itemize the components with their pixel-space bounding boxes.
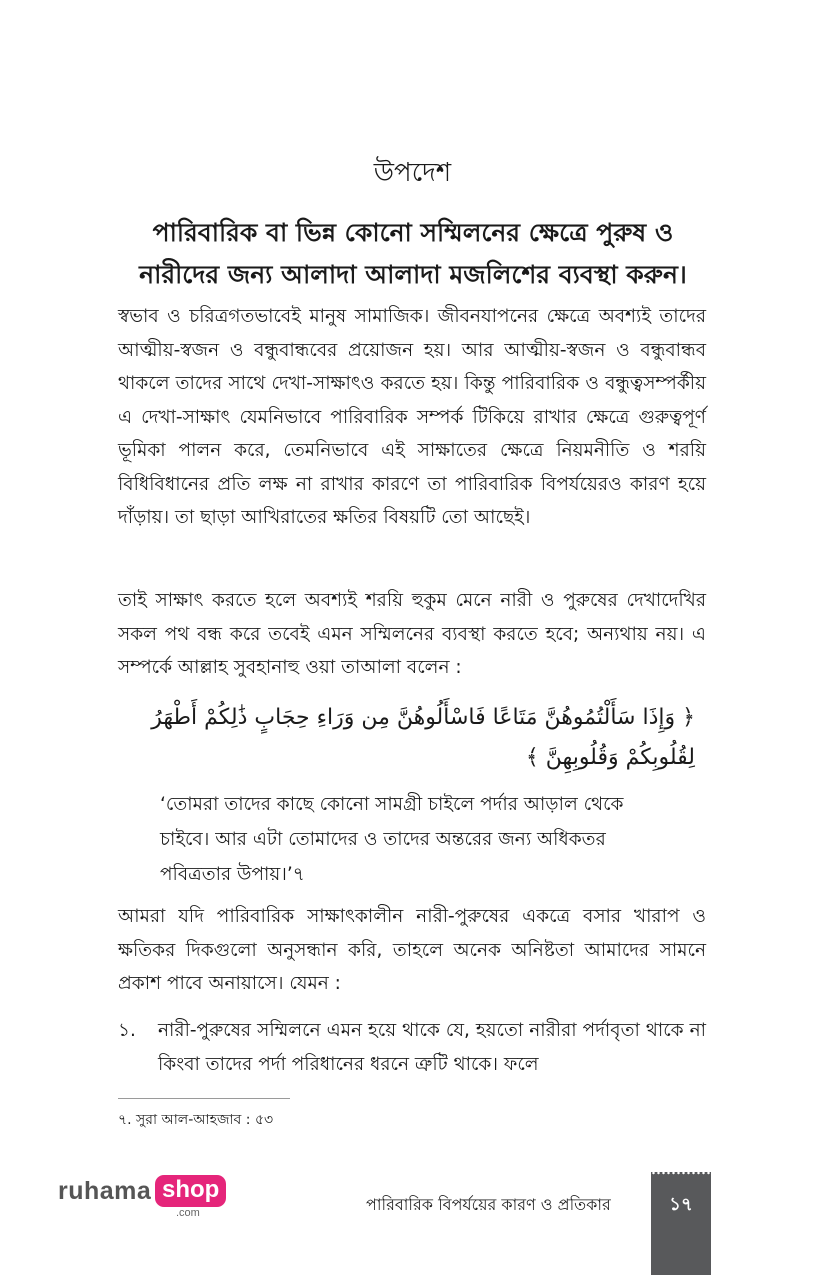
logo-shop-badge: shop: [155, 1175, 226, 1207]
paragraph-1: স্বভাব ও চরিত্রগতভাবেই মানুষ সামাজিক। জীবনযাপনের ক্ষেত্রে অবশ্যই তাদের আত্মীয়-স্বজন ও বন্ধুবান্ধবের প্রয়োজন হয়। আর আত্মীয়-স্বজন ও বন্ধুবান্ধব থাকলে তাদের সাথে দেখা-সাক্ষাৎও করতে হয়। কিন্তু পারিবারিক ও বন্ধুত্বসম্পর্কীয় এ দেখা-সাক্ষাৎ যেমনিভাবে পারিবারিক সম্পর্ক টিকিয়ে রাখার ক্ষেত্রে গুরুত্বপূর্ণ ভূমিকা পালন করে, তেমনিভাবে এই সাক্ষাতের ক্ষেত্রে নিয়মনীতি ও শরয়ি বিধিবিধানের প্রতি লক্ষ না রাখার কারণে তা পারিবারিক বিপর্যয়েরও কারণ হয়ে দাঁড়ায়। তা ছাড়া আখিরাতের ক্ষতির বিষয়টি তো আছেই।: [118, 306, 706, 528]
footnote-divider: [118, 1098, 290, 1099]
list-item-text: নারী-পুরুষের সম্মিলনে এমন হয়ে থাকে যে, হয়তো নারীরা পর্দাবৃতা থাকে না কিংবা তাদের পর্দা পরিধানের ধরনে ত্রুটি থাকে। ফলে: [158, 1020, 706, 1075]
paragraph-2: তাই সাক্ষাৎ করতে হলে অবশ্যই শরয়ি হুকুম মেনে নারী ও পুরুষের দেখাদেখির সকল পথ বন্ধ করে তবেই এমন সম্মিলনের ব্যবস্থা করতে হবে; অন্যথায় নয়। এ সম্পর্কে আল্লাহ সুবহানাহু ওয়া তাআলা বলেন :: [118, 590, 706, 678]
list-item-number: ১.: [118, 1020, 136, 1041]
paragraph-3: আমরা যদি পারিবারিক সাক্ষাৎকালীন নারী-পুরুষের একত্রে বসার খারাপ ও ক্ষতিকর দিকগুলো অনুসন্ধান করি, তাহলে অনেক অনিষ্টতা আমাদের সামনে প্রকাশ পাবে অনায়াসে। যেমন :: [118, 906, 706, 994]
page-number: ১৭: [669, 1194, 693, 1215]
section-title: উপদেশ: [373, 158, 452, 188]
running-footer-title: পারিবারিক বিপর্যয়ের কারণ ও প্রতিকার: [366, 1195, 611, 1214]
chapter-heading: পারিবারিক বা ভিন্ন কোনো সম্মিলনের ক্ষেত্রে পুরুষ ও নারীদের জন্য আলাদা আলাদা মজলিশের ব্যবস্থা করুন।: [139, 218, 687, 289]
list-item: [118, 1014, 706, 1082]
verse-translation: ‘তোমরা তাদের কাছে কোনো সামগ্রী চাইলে পর্দার আড়াল থেকে চাইবে। আর এটা তোমাদের ও তাদের অন্তরের জন্য অধিকতর পবিত্রতার উপায়।’৭: [160, 794, 624, 885]
quran-verse: ﴿ وَإِذَا سَأَلْتُمُوهُنَّ مَتَاعًا فَاسْأَلُوهُنَّ مِن وَرَاءِ حِجَابٍ ذَٰلِكُمْ أَطْهَرُ لِقُلُوبِكُمْ وَقُلُوبِهِنَّ ﴾: [151, 705, 695, 770]
page-tab-dots: [651, 1171, 711, 1175]
logo-text: ruhama: [58, 1177, 152, 1205]
footnote: ৭. সুরা আল-আহজাব : ৫৩: [118, 1112, 274, 1128]
page-number-tab: [651, 1172, 711, 1275]
logo-domain: .com: [176, 1207, 200, 1219]
